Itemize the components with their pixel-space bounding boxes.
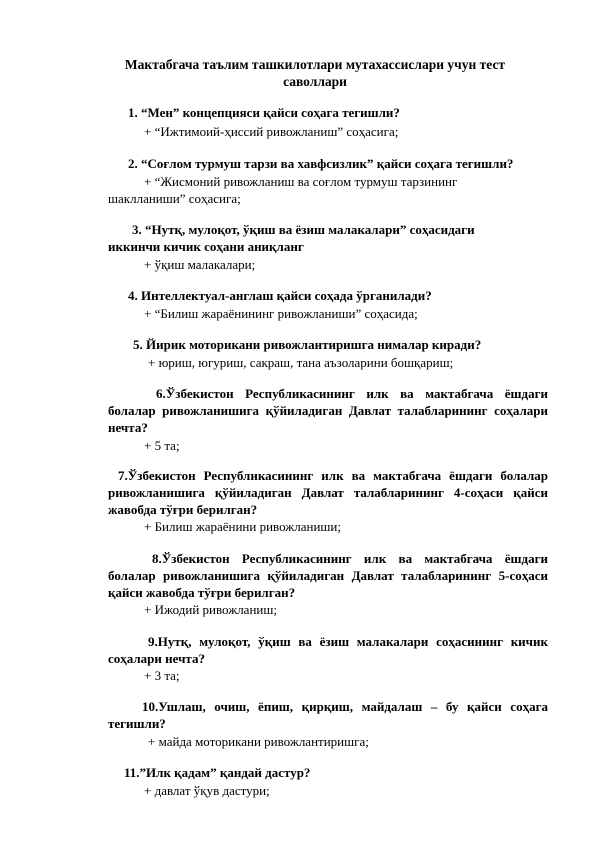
question-9: 9.Нутқ, мулоқот, ўқиш ва ёзиш малакалари соҳасининг кичик соҳалари нечта? <box>108 634 548 666</box>
answer-9: + 3 та; <box>144 668 180 683</box>
title-line-1: Мактабгача таълим ташкилотлари мутахассислари учун тест <box>124 57 506 72</box>
answer-4: + “Билиш жараёнининг ривожланиши” соҳасида; <box>144 306 418 321</box>
question-2: 2. “Соғлом турмуш тарзи ва хавфсизлик” қайси соҳага тегишли? <box>128 156 514 171</box>
answer-11: + давлат ўқув дастури; <box>144 783 270 798</box>
question-7: 7.Ўзбекистон Республикасининг илк ва мактабгача ёшдаги болалар ривожланишига қўйиладиган Давлат талабларининг 4-соҳаси қайси жавобда тўғри берилган? <box>108 468 548 517</box>
answer-2-line-2: шаклланиши” соҳасига; <box>108 191 241 206</box>
question-8: 8.Ўзбекистон Республикасининг илк ва мактабгача ёшдаги болалар ривожланишига қўйиладиган Давлат талабларининг 5-соҳаси қайси жавобда тўғри берилган? <box>108 551 548 600</box>
title-line-2: саволлари <box>283 74 347 89</box>
question-1: 1. “Мен” концепцияси қайси соҳага тегишли? <box>128 105 400 120</box>
question-11: 11.”Илк қадам” қандай дастур? <box>124 765 311 780</box>
answer-8: + Ижодий ривожланиш; <box>144 602 277 617</box>
question-6: 6.Ўзбекистон Республикасининг илк ва мактабгача ёшдаги болалар ривожланишига қўйиладиган Давлат талабларининг соҳалари нечта? <box>108 386 548 435</box>
document-title <box>110 56 520 90</box>
question-3-line-2: иккинчи кичик соҳани аниқланг <box>108 239 304 254</box>
answer-2-line-1: + “Жисмоний ривожланиш ва соғлом турмуш тарзининг <box>144 174 458 189</box>
answer-7: + Билиш жараёнини ривожланиши; <box>144 519 341 534</box>
question-4: 4. Интеллектуал-англаш қайси соҳада ўрганилади? <box>128 288 432 303</box>
question-10: 10.Ушлаш, очиш, ёпиш, қирқиш, майдалаш – бу қайси соҳага тегишли? <box>108 699 548 731</box>
answer-1: + “Ижтимоий-ҳиссий ривожланиш” соҳасига; <box>144 124 399 139</box>
question-5: 5. Йирик моторикани ривожлантиришга нималар киради? <box>133 337 482 352</box>
question-3-line-1: 3. “Нутқ, мулоқот, ўқиш ва ёзиш малакалари” соҳасидаги <box>132 222 475 237</box>
answer-5: + юриш, югуриш, сакраш, тана аъзоларини бошқариш; <box>148 355 454 370</box>
answer-6: + 5 та; <box>144 438 180 453</box>
answer-3: + ўқиш малакалари; <box>144 257 256 272</box>
answer-10: + майда моторикани ривожлантиришга; <box>148 734 369 749</box>
